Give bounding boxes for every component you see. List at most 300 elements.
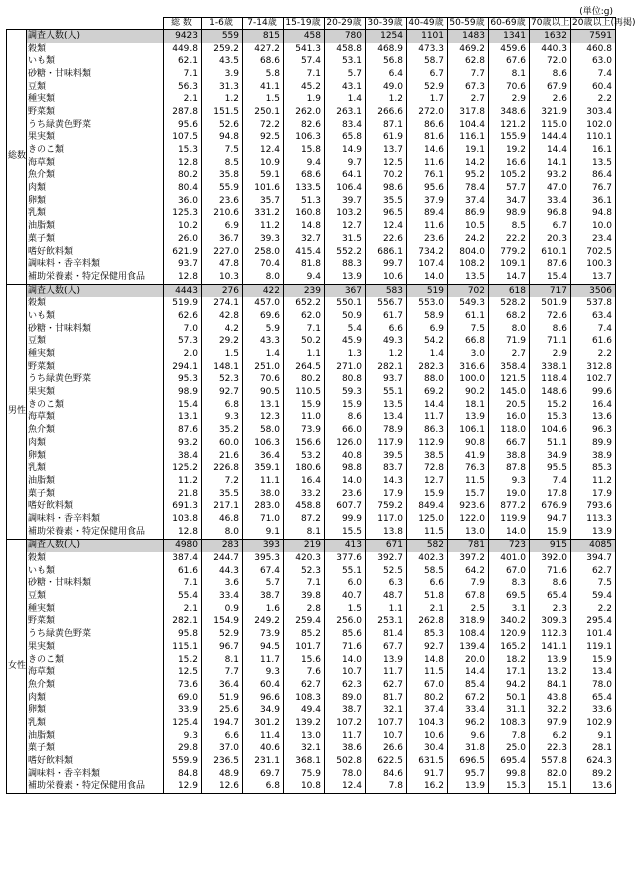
food-label: 果実類 bbox=[27, 386, 164, 399]
value-cell: 17.9 bbox=[571, 488, 616, 501]
value-cell: 9.1 bbox=[571, 730, 616, 743]
food-label: 果実類 bbox=[27, 132, 164, 145]
value-cell: 264.5 bbox=[284, 361, 325, 374]
value-cell: 49.4 bbox=[284, 704, 325, 717]
food-label: いも類 bbox=[27, 310, 164, 323]
value-cell: 283.0 bbox=[243, 500, 284, 513]
table-row bbox=[7, 488, 616, 501]
food-label: 肉類 bbox=[27, 182, 164, 195]
food-label: 調味料・香辛料類 bbox=[27, 768, 164, 781]
value-cell: 25.0 bbox=[489, 743, 530, 756]
value-cell: 87.1 bbox=[366, 119, 407, 132]
value-cell: 125.0 bbox=[407, 513, 448, 526]
value-cell: 61.6 bbox=[164, 565, 202, 578]
value-cell: 51.9 bbox=[202, 692, 243, 705]
value-cell: 102.7 bbox=[571, 374, 616, 387]
value-cell: 13.4 bbox=[571, 666, 616, 679]
value-cell: 25.6 bbox=[202, 704, 243, 717]
value-cell: 61.9 bbox=[366, 132, 407, 145]
value-cell: 793.6 bbox=[571, 500, 616, 513]
value-cell: 7.1 bbox=[284, 578, 325, 591]
value-cell: 1.1 bbox=[284, 348, 325, 361]
value-cell: 112.9 bbox=[407, 437, 448, 450]
value-cell: 104.3 bbox=[407, 717, 448, 730]
table-row bbox=[7, 81, 616, 94]
value-cell: 781 bbox=[448, 539, 489, 552]
value-cell: 14.0 bbox=[489, 526, 530, 539]
table-row bbox=[7, 578, 616, 591]
value-cell: 68.6 bbox=[243, 55, 284, 68]
food-label: 砂糖・甘味料類 bbox=[27, 578, 164, 591]
value-cell: 282.1 bbox=[366, 361, 407, 374]
value-cell: 321.9 bbox=[530, 106, 571, 119]
col-header: 60-69歳 bbox=[489, 18, 530, 30]
value-cell: 3.6 bbox=[202, 578, 243, 591]
value-cell: 37.9 bbox=[407, 195, 448, 208]
value-cell: 95.6 bbox=[407, 182, 448, 195]
value-cell: 12.6 bbox=[202, 781, 243, 794]
value-cell: 7.8 bbox=[489, 730, 530, 743]
value-cell: 723 bbox=[489, 539, 530, 552]
value-cell: 5.9 bbox=[243, 323, 284, 336]
food-label: 乳類 bbox=[27, 462, 164, 475]
value-cell: 10.8 bbox=[284, 781, 325, 794]
value-cell: 11.2 bbox=[243, 220, 284, 233]
value-cell: 1.5 bbox=[243, 93, 284, 106]
value-cell: 401.0 bbox=[489, 552, 530, 565]
value-cell: 702 bbox=[448, 284, 489, 297]
value-cell: 35.2 bbox=[202, 424, 243, 437]
value-cell: 231.1 bbox=[243, 755, 284, 768]
value-cell: 303.4 bbox=[571, 106, 616, 119]
value-cell: 194.7 bbox=[202, 717, 243, 730]
value-cell: 88.0 bbox=[407, 374, 448, 387]
value-cell: 87.2 bbox=[284, 513, 325, 526]
value-cell: 19.0 bbox=[489, 488, 530, 501]
value-cell: 9.6 bbox=[448, 730, 489, 743]
table-row bbox=[7, 654, 616, 667]
col-header: 70歳以上 bbox=[531, 18, 570, 28]
table-row bbox=[7, 768, 616, 781]
value-cell: 696.5 bbox=[448, 755, 489, 768]
value-cell: 295.4 bbox=[571, 616, 616, 629]
value-cell: 631.5 bbox=[407, 755, 448, 768]
value-cell: 85.3 bbox=[407, 628, 448, 641]
value-cell: 8.0 bbox=[489, 323, 530, 336]
food-intake-table bbox=[6, 17, 635, 794]
value-cell: 21.8 bbox=[164, 488, 202, 501]
value-cell: 38.5 bbox=[407, 450, 448, 463]
food-label: 油脂類 bbox=[27, 220, 164, 233]
value-cell: 63.4 bbox=[571, 310, 616, 323]
value-cell: 14.2 bbox=[448, 157, 489, 170]
value-cell: 14.0 bbox=[325, 475, 366, 488]
value-cell: 50.1 bbox=[489, 692, 530, 705]
value-cell: 49.3 bbox=[366, 336, 407, 349]
value-cell: 48.7 bbox=[366, 590, 407, 603]
food-label: 豆類 bbox=[27, 81, 164, 94]
col-header: 30-39歳 bbox=[366, 18, 407, 30]
value-cell: 50.2 bbox=[284, 336, 325, 349]
value-cell: 13.5 bbox=[571, 157, 616, 170]
value-cell: 95.2 bbox=[448, 170, 489, 183]
value-cell: 3.0 bbox=[448, 348, 489, 361]
value-cell: 5.8 bbox=[243, 68, 284, 81]
col-header: 50-59歳 bbox=[448, 18, 489, 30]
value-cell: 256.0 bbox=[325, 616, 366, 629]
value-cell: 14.9 bbox=[325, 144, 366, 157]
table-row bbox=[7, 437, 616, 450]
value-cell: 58.0 bbox=[243, 424, 284, 437]
value-cell: 43.8 bbox=[530, 692, 571, 705]
value-cell: 36.4 bbox=[243, 450, 284, 463]
value-cell: 717 bbox=[530, 284, 571, 297]
food-label: 調味料・香辛料類 bbox=[27, 513, 164, 526]
value-cell: 90.2 bbox=[448, 386, 489, 399]
value-cell: 4085 bbox=[571, 539, 616, 552]
value-cell: 102.0 bbox=[571, 119, 616, 132]
value-cell: 15.7 bbox=[448, 488, 489, 501]
value-cell: 13.1 bbox=[164, 412, 202, 425]
table-row bbox=[7, 500, 616, 513]
value-cell: 28.1 bbox=[571, 743, 616, 756]
food-label: 菓子類 bbox=[27, 743, 164, 756]
value-cell: 72.8 bbox=[407, 462, 448, 475]
food-label: 肉類 bbox=[27, 437, 164, 450]
value-cell: 13.1 bbox=[243, 399, 284, 412]
value-cell: 67.4 bbox=[243, 565, 284, 578]
table-row bbox=[7, 603, 616, 616]
value-cell: 338.1 bbox=[530, 361, 571, 374]
value-cell: 283 bbox=[202, 539, 243, 552]
table-row bbox=[7, 336, 616, 349]
value-cell: 33.4 bbox=[530, 195, 571, 208]
value-cell: 148.1 bbox=[202, 361, 243, 374]
value-cell: 84.1 bbox=[530, 679, 571, 692]
value-cell: 56.8 bbox=[366, 55, 407, 68]
value-cell: 84.6 bbox=[366, 768, 407, 781]
value-cell: 1341 bbox=[489, 30, 530, 43]
value-cell: 73.9 bbox=[243, 628, 284, 641]
value-cell: 271.0 bbox=[325, 361, 366, 374]
value-cell: 582 bbox=[407, 539, 448, 552]
value-cell: 64.2 bbox=[448, 565, 489, 578]
value-cell: 98.8 bbox=[325, 462, 366, 475]
value-cell: 301.2 bbox=[243, 717, 284, 730]
value-cell: 219 bbox=[284, 539, 325, 552]
value-cell: 107.5 bbox=[164, 132, 202, 145]
value-cell: 105.2 bbox=[489, 170, 530, 183]
value-cell: 377.6 bbox=[325, 552, 366, 565]
value-cell: 47.8 bbox=[202, 258, 243, 271]
value-cell: 125.4 bbox=[164, 717, 202, 730]
value-cell: 18.1 bbox=[448, 399, 489, 412]
value-cell: 52.9 bbox=[202, 628, 243, 641]
value-cell: 71.9 bbox=[489, 336, 530, 349]
value-cell: 1483 bbox=[448, 30, 489, 43]
value-cell: 81.8 bbox=[284, 258, 325, 271]
value-cell: 239 bbox=[284, 284, 325, 297]
value-cell: 8.3 bbox=[489, 578, 530, 591]
value-cell: 7.2 bbox=[202, 475, 243, 488]
table-row bbox=[7, 386, 616, 399]
value-cell: 13.5 bbox=[448, 271, 489, 284]
table-row bbox=[7, 195, 616, 208]
food-label: 補助栄養素・特定保健用食品 bbox=[27, 271, 164, 284]
value-cell: 65.4 bbox=[530, 590, 571, 603]
value-cell: 427.2 bbox=[243, 43, 284, 56]
value-cell: 16.1 bbox=[571, 144, 616, 157]
value-cell: 33.4 bbox=[448, 704, 489, 717]
value-cell: 312.8 bbox=[571, 361, 616, 374]
value-cell: 217.1 bbox=[202, 500, 243, 513]
table-row bbox=[7, 55, 616, 68]
value-cell: 6.8 bbox=[243, 781, 284, 794]
value-cell: 92.7 bbox=[407, 641, 448, 654]
value-cell: 528.2 bbox=[489, 297, 530, 310]
value-cell: 55.1 bbox=[366, 386, 407, 399]
value-cell: 11.5 bbox=[407, 526, 448, 539]
table-row bbox=[7, 781, 616, 794]
value-cell: 4.2 bbox=[202, 323, 243, 336]
value-cell: 66.8 bbox=[448, 336, 489, 349]
food-label: 乳類 bbox=[27, 208, 164, 221]
value-cell: 5.7 bbox=[325, 68, 366, 81]
value-cell: 6.9 bbox=[407, 323, 448, 336]
value-cell: 35.8 bbox=[202, 170, 243, 183]
value-cell: 15.9 bbox=[284, 399, 325, 412]
value-cell: 10.6 bbox=[407, 730, 448, 743]
value-cell: 44.3 bbox=[202, 565, 243, 578]
value-cell: 13.9 bbox=[530, 654, 571, 667]
value-cell: 624.3 bbox=[571, 755, 616, 768]
table-row bbox=[7, 590, 616, 603]
table-row bbox=[7, 641, 616, 654]
value-cell: 622.5 bbox=[366, 755, 407, 768]
value-cell: 85.3 bbox=[571, 462, 616, 475]
value-cell: 51.3 bbox=[284, 195, 325, 208]
value-cell: 70.6 bbox=[489, 81, 530, 94]
value-cell: 107.2 bbox=[325, 717, 366, 730]
value-cell: 99.6 bbox=[571, 386, 616, 399]
value-cell: 7.7 bbox=[448, 68, 489, 81]
value-cell: 1.7 bbox=[407, 93, 448, 106]
value-cell: 86.6 bbox=[407, 119, 448, 132]
value-cell: 117.9 bbox=[366, 437, 407, 450]
value-cell: 519 bbox=[407, 284, 448, 297]
value-cell: 621.9 bbox=[164, 246, 202, 259]
value-cell: 13.9 bbox=[448, 781, 489, 794]
value-cell: 106.1 bbox=[448, 424, 489, 437]
value-cell: 420.3 bbox=[284, 552, 325, 565]
value-cell: 103.8 bbox=[164, 513, 202, 526]
value-cell: 155.9 bbox=[489, 132, 530, 145]
value-cell: 11.6 bbox=[407, 157, 448, 170]
value-cell: 8.0 bbox=[202, 526, 243, 539]
value-cell: 115.0 bbox=[530, 119, 571, 132]
table-row bbox=[7, 220, 616, 233]
value-cell: 8.1 bbox=[202, 654, 243, 667]
value-cell: 57.4 bbox=[284, 55, 325, 68]
value-cell: 14.4 bbox=[448, 666, 489, 679]
food-label: 卵類 bbox=[27, 195, 164, 208]
value-cell: 122.0 bbox=[448, 513, 489, 526]
value-cell: 440.3 bbox=[530, 43, 571, 56]
value-cell: 210.6 bbox=[202, 208, 243, 221]
value-cell: 104.4 bbox=[448, 119, 489, 132]
value-cell: 266.6 bbox=[366, 106, 407, 119]
value-cell: 287.8 bbox=[164, 106, 202, 119]
value-cell: 236.5 bbox=[202, 755, 243, 768]
col-header: 20-29歳 bbox=[325, 18, 366, 30]
value-cell: 14.1 bbox=[530, 157, 571, 170]
count-row bbox=[7, 284, 616, 297]
value-cell: 251.0 bbox=[243, 361, 284, 374]
food-label: うち緑黄色野菜 bbox=[27, 374, 164, 387]
value-cell: 15.9 bbox=[571, 654, 616, 667]
value-cell: 2.2 bbox=[571, 93, 616, 106]
value-cell: 99.7 bbox=[366, 258, 407, 271]
value-cell: 10.9 bbox=[243, 157, 284, 170]
value-cell: 31.3 bbox=[202, 81, 243, 94]
value-cell: 1.9 bbox=[284, 93, 325, 106]
food-label: 穀類 bbox=[27, 552, 164, 565]
food-label: 豆類 bbox=[27, 590, 164, 603]
value-cell: 2.5 bbox=[448, 603, 489, 616]
value-cell: 10.7 bbox=[366, 730, 407, 743]
table-row bbox=[7, 755, 616, 768]
value-cell: 81.7 bbox=[366, 692, 407, 705]
value-cell: 39.7 bbox=[325, 195, 366, 208]
value-cell: 67.3 bbox=[448, 81, 489, 94]
value-cell: 100.3 bbox=[571, 258, 616, 271]
food-label: 嗜好飲料類 bbox=[27, 246, 164, 259]
value-cell: 1.2 bbox=[366, 348, 407, 361]
value-cell: 60.0 bbox=[202, 437, 243, 450]
value-cell: 72.0 bbox=[530, 55, 571, 68]
value-cell: 11.1 bbox=[243, 475, 284, 488]
value-cell: 473.3 bbox=[407, 43, 448, 56]
value-cell: 779.2 bbox=[489, 246, 530, 259]
value-cell: 607.7 bbox=[325, 500, 366, 513]
value-cell: 537.8 bbox=[571, 297, 616, 310]
value-cell: 422 bbox=[243, 284, 284, 297]
value-cell: 1101 bbox=[407, 30, 448, 43]
value-cell: 10.2 bbox=[164, 220, 202, 233]
value-cell: 259.4 bbox=[284, 616, 325, 629]
value-cell: 13.9 bbox=[448, 412, 489, 425]
food-label: 果実類 bbox=[27, 641, 164, 654]
food-label: 乳類 bbox=[27, 717, 164, 730]
value-cell: 82.0 bbox=[530, 768, 571, 781]
table-row bbox=[7, 526, 616, 539]
value-cell: 139.2 bbox=[284, 717, 325, 730]
value-cell: 2.2 bbox=[571, 603, 616, 616]
table-row bbox=[7, 43, 616, 56]
value-cell: 22.3 bbox=[530, 743, 571, 756]
value-cell: 37.4 bbox=[407, 704, 448, 717]
value-cell: 64.1 bbox=[325, 170, 366, 183]
value-cell: 11.5 bbox=[448, 475, 489, 488]
value-cell: 7.1 bbox=[164, 578, 202, 591]
value-cell: 67.2 bbox=[448, 692, 489, 705]
value-cell: 12.5 bbox=[164, 666, 202, 679]
value-cell: 691.3 bbox=[164, 500, 202, 513]
value-cell: 95.3 bbox=[164, 374, 202, 387]
value-cell: 10.7 bbox=[325, 666, 366, 679]
value-cell: 316.6 bbox=[448, 361, 489, 374]
value-cell: 139.4 bbox=[448, 641, 489, 654]
value-cell: 66.7 bbox=[489, 437, 530, 450]
value-cell: 13.9 bbox=[571, 526, 616, 539]
value-cell: 38.6 bbox=[325, 743, 366, 756]
value-cell: 358.4 bbox=[489, 361, 530, 374]
value-cell: 52.3 bbox=[202, 374, 243, 387]
value-cell: 13.0 bbox=[448, 526, 489, 539]
value-cell: 145.0 bbox=[489, 386, 530, 399]
value-cell: 23.6 bbox=[325, 488, 366, 501]
value-cell: 53.2 bbox=[284, 450, 325, 463]
value-cell: 618 bbox=[489, 284, 530, 297]
value-cell: 48.9 bbox=[202, 768, 243, 781]
value-cell: 49.0 bbox=[366, 81, 407, 94]
value-cell: 2.0 bbox=[164, 348, 202, 361]
value-cell: 6.6 bbox=[407, 578, 448, 591]
value-cell: 108.3 bbox=[284, 692, 325, 705]
value-cell: 13.0 bbox=[284, 730, 325, 743]
value-cell: 9.3 bbox=[243, 666, 284, 679]
value-cell: 7.5 bbox=[448, 323, 489, 336]
value-cell: 76.3 bbox=[448, 462, 489, 475]
value-cell: 69.2 bbox=[407, 386, 448, 399]
table-row bbox=[7, 157, 616, 170]
value-cell: 118.0 bbox=[489, 424, 530, 437]
value-cell: 165.2 bbox=[489, 641, 530, 654]
value-cell: 65.8 bbox=[325, 132, 366, 145]
value-cell: 76.1 bbox=[407, 170, 448, 183]
food-label: 野菜類 bbox=[27, 106, 164, 119]
value-cell: 120.9 bbox=[489, 628, 530, 641]
value-cell: 119.9 bbox=[489, 513, 530, 526]
value-cell: 2.9 bbox=[489, 93, 530, 106]
food-label: 魚介類 bbox=[27, 170, 164, 183]
value-cell: 92.5 bbox=[243, 132, 284, 145]
value-cell: 112.3 bbox=[530, 628, 571, 641]
table-row bbox=[7, 271, 616, 284]
value-cell: 108.3 bbox=[489, 717, 530, 730]
value-cell: 67.0 bbox=[489, 565, 530, 578]
value-cell: 54.2 bbox=[407, 336, 448, 349]
value-cell: 65.4 bbox=[571, 692, 616, 705]
value-cell: 121.2 bbox=[489, 119, 530, 132]
table-row bbox=[7, 628, 616, 641]
value-cell: 95.8 bbox=[164, 628, 202, 641]
value-cell: 81.4 bbox=[366, 628, 407, 641]
value-cell: 0.9 bbox=[202, 603, 243, 616]
value-cell: 23.6 bbox=[407, 233, 448, 246]
food-label: 菓子類 bbox=[27, 233, 164, 246]
value-cell: 2.2 bbox=[571, 348, 616, 361]
table-row bbox=[7, 552, 616, 565]
value-cell: 9.4 bbox=[284, 157, 325, 170]
value-cell: 14.8 bbox=[284, 220, 325, 233]
value-cell: 804.0 bbox=[448, 246, 489, 259]
value-cell: 94.8 bbox=[202, 132, 243, 145]
value-cell: 12.5 bbox=[366, 157, 407, 170]
value-cell: 47.0 bbox=[530, 182, 571, 195]
value-cell: 11.6 bbox=[407, 220, 448, 233]
value-cell: 39.3 bbox=[243, 233, 284, 246]
